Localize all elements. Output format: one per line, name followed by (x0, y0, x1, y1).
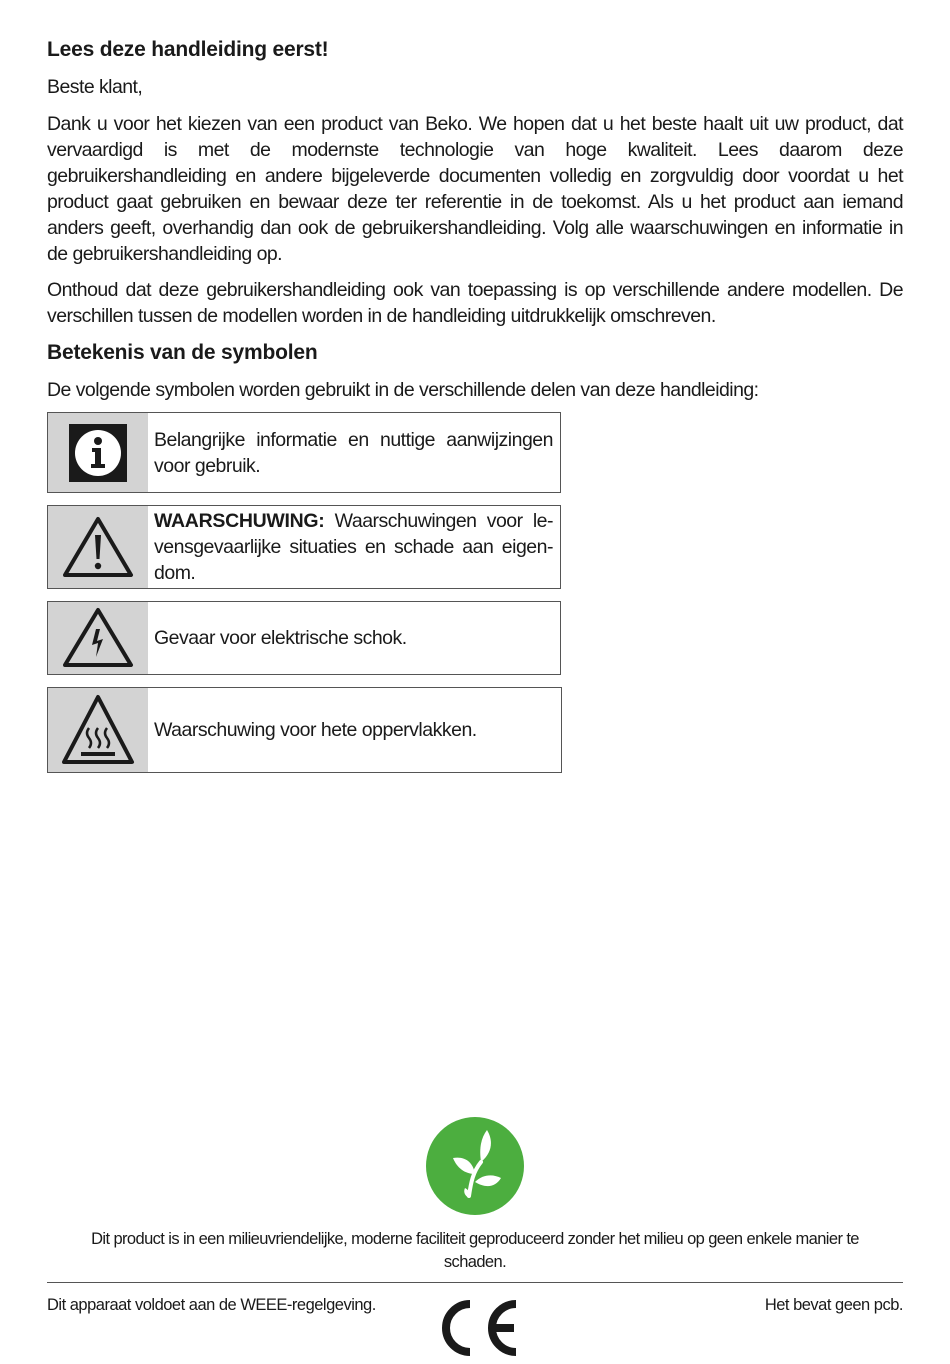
warning-icon (48, 506, 148, 588)
symbols-intro: De volgende symbolen worden gebruikt in de verschillende delen van deze handleiding: (47, 379, 759, 401)
symbol-warning-box (47, 505, 561, 589)
eco-section (0, 1116, 950, 1216)
leaf-icon (425, 1116, 525, 1216)
symbol-hot-surface-text: Waarschuwing voor hete oppervlakken. (154, 719, 477, 741)
intro-paragraph: Dank u voor het kiezen van een product van Beko. We hopen dat u het beste haalt uit uw product, dat vervaardigd is met de modernste technologie van hoge kwaliteit. Lees daarom deze gebruikershandleiding en andere bijgeleverde documenten volledig en zorgvuldig door voordat u het product gaat gebruiken en bewaar deze ter referentie in de toekomst. Als u het product aan iemand anders geeft, overhandig dan ook de gebruikershandleiding. Volg alle waarschuwingen en informatie in de gebruikershandleiding op. (47, 113, 903, 265)
symbol-info-box (47, 412, 561, 493)
models-paragraph: Onthoud dat deze gebruikershandleiding ook van toepassing is op verschillende andere modellen. De verschillen tussen de modellen worden in de handleiding uitdrukkelijk omschreven. (47, 279, 903, 327)
manual-page (47, 38, 903, 785)
symbol-info-text: Belangrijke informatie en nuttige aanwijzingen voor gebruik. (154, 428, 553, 477)
weee-text: Dit apparaat voldoet aan de WEEE-regelgeving. (47, 1296, 376, 1314)
footer-divider (47, 1282, 903, 1283)
page-title: Lees deze handleiding eerst! (47, 38, 329, 61)
eco-text: Dit product is in een milieuvriendelijke, moderne faciliteit geproduceerd zonder het milieu op geen enkele manier te schaden. (91, 1230, 859, 1271)
warning-label: WAARSCHUWING: (154, 510, 325, 532)
pcb-text: Het bevat geen pcb. (764, 1296, 903, 1314)
symbol-hot-surface-box (47, 687, 562, 773)
ce-mark-icon (432, 1298, 520, 1358)
info-icon (48, 413, 148, 492)
greeting: Beste klant, (47, 76, 143, 98)
symbol-electric-box (47, 601, 561, 675)
electric-shock-icon (48, 602, 148, 674)
symbols-heading: Betekenis van de symbolen (47, 341, 318, 364)
symbol-electric-text: Gevaar voor elektrische schok. (154, 627, 407, 649)
hot-surface-icon (48, 688, 148, 772)
symbol-warning-text: WAARSCHUWING: Waarschuwingen voor le-vensgevaarlijke situaties en schade aan eigen-dom. (154, 510, 553, 584)
